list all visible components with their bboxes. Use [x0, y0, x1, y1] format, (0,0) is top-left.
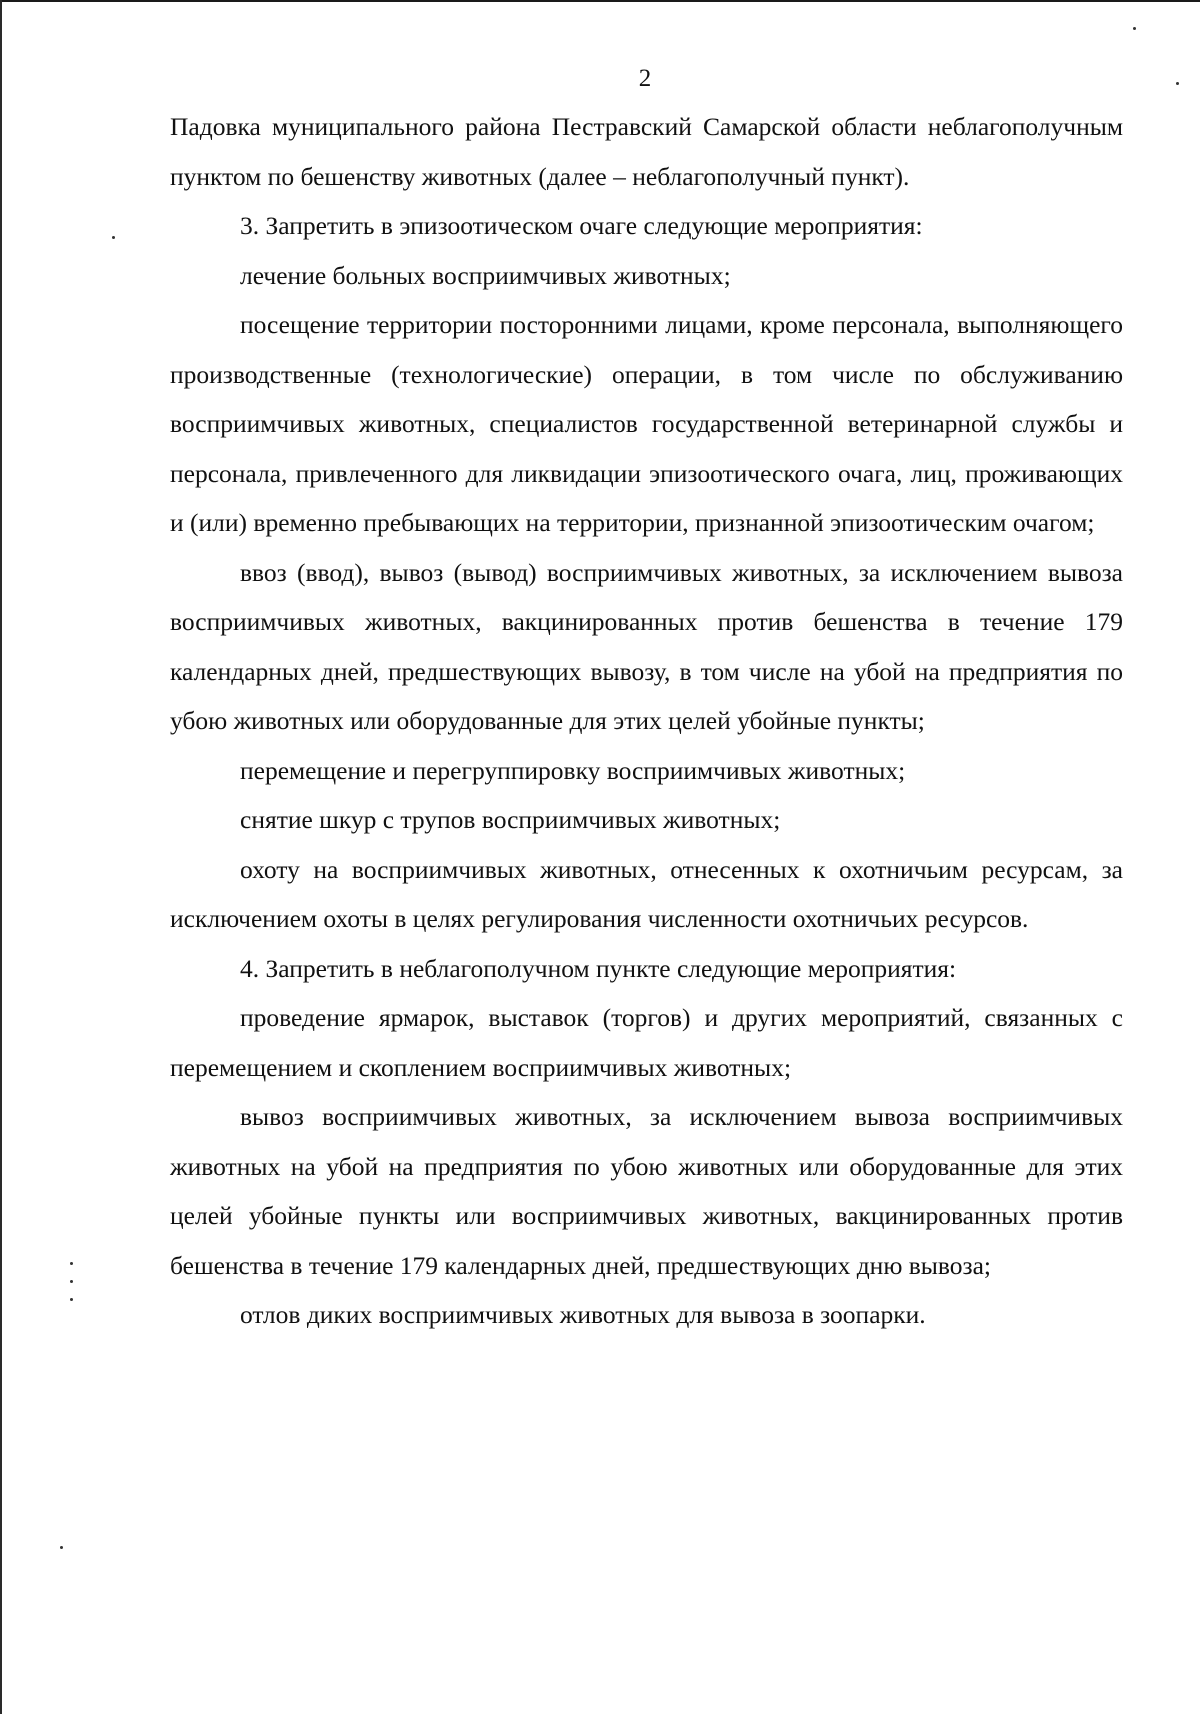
scan-speck — [60, 1546, 63, 1549]
scan-speck — [112, 236, 115, 239]
scan-speck — [70, 1262, 73, 1265]
document-body — [170, 102, 1123, 1340]
scan-speck — [70, 1280, 73, 1283]
paragraph: 3. Запретить в эпизоотическом очаге следующие мероприятия: — [240, 211, 923, 240]
scan-edge-left — [0, 0, 2, 1714]
paragraph: перемещение и перегруппировку восприимчивых животных; — [240, 755, 906, 785]
paragraph: ввоз (ввод), вывоз (вывод) восприимчивых животных, за исключением вывоза восприимчивых животных, вакцинированных против бешенства в течение 179 календарных дней, предшествующих вывозу, в том числе на убой на предприятия по убою животных или оборудованные для этих целей убойные пункты; — [170, 557, 1123, 735]
paragraph: снятие шкур с трупов восприимчивых животных; — [240, 805, 781, 834]
scan-speck — [1133, 27, 1136, 30]
paragraph: лечение больных восприимчивых животных; — [240, 260, 731, 290]
paragraph: проведение ярмарок, выставок (торгов) и других мероприятий, связанных с перемещением и скоплением восприимчивых животных; — [170, 1003, 1123, 1082]
paragraph: Падовка муниципального района Пестравский Самарской области неблагополучным пунктом по бешенству животных (далее – неблагополучный пункт). — [170, 112, 1123, 191]
scan-speck — [1176, 82, 1179, 85]
scan-edge-top — [0, 0, 1200, 2]
paragraph: охоту на восприимчивых животных, отнесенных к охотничьим ресурсам, за исключением охоты в целях регулирования численности охотничьих ресурсов. — [170, 854, 1123, 933]
paragraph: посещение территории посторонними лицами, кроме персонала, выполняющего производственные (технологические) операции, в том числе по обслуживанию восприимчивых животных, специалистов государственной ветеринарной службы и персонала, привлеченного для ликвидации эпизоотического очага, лиц, проживающих и (или) временно пребывающих на территории, признанной эпизоотическим очагом; — [170, 310, 1123, 537]
paragraph: вывоз восприимчивых животных, за исключением вывоза восприимчивых животных на убой на предприятия по убою животных или оборудованные для этих целей убойные пункты или восприимчивых животных, вакцинированных против бешенства в течение 179 календарных дней, предшествующих дню вывоза; — [170, 1102, 1123, 1280]
paragraph: 4. Запретить в неблагополучном пункте следующие мероприятия: — [240, 953, 957, 983]
paragraph: отлов диких восприимчивых животных для вывоза в зоопарки. — [240, 1300, 926, 1329]
page-number: 2 — [638, 65, 652, 92]
scan-speck — [70, 1298, 73, 1301]
